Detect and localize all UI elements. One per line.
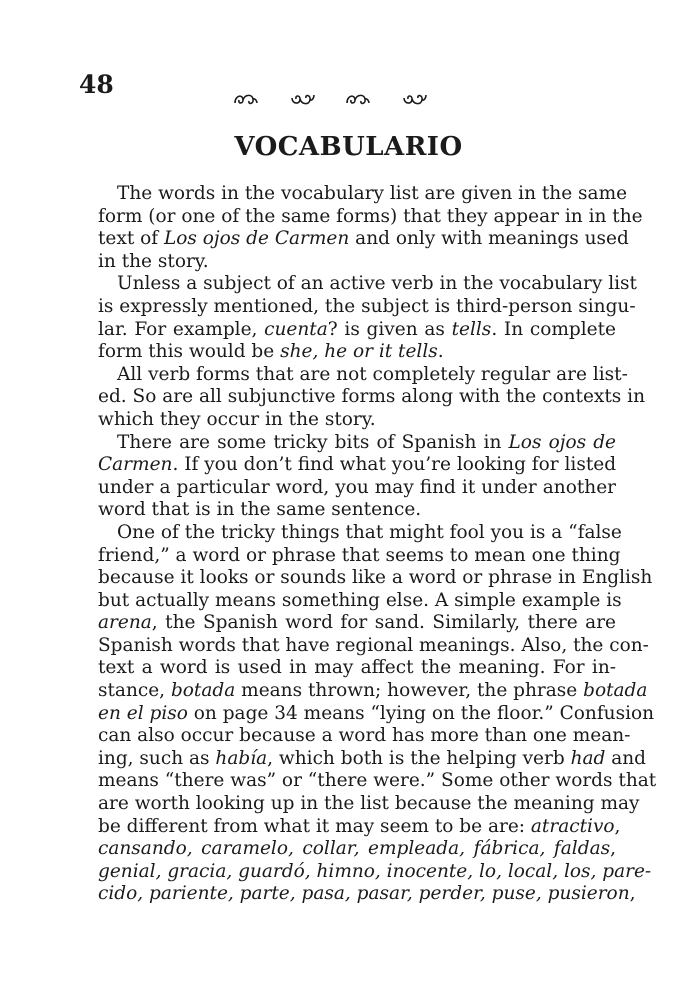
italic-term: arena <box>98 612 152 634</box>
text-line: text of Los ojos de Carmen and only with meanings used <box>98 228 629 250</box>
text-line: form this would be she, he or it tells. <box>98 341 444 363</box>
body-paragraph <box>79 521 657 906</box>
text-line: form (or one of the same forms) that they appear in in the <box>98 205 643 227</box>
italic-term: she, he or it tells <box>280 341 438 363</box>
italic-term: botada <box>583 680 648 702</box>
text-line: in the story. <box>98 250 209 272</box>
italic-term: atractivo <box>530 815 615 837</box>
body-paragraph <box>79 273 637 363</box>
italic-term: cido, pariente, parte, pasa, pasar, perder, puse, pusieron <box>98 883 630 905</box>
italic-term: botada <box>170 680 236 702</box>
text-line: cansando, caramelo, collar, empleada, fábrica, faldas, <box>98 838 616 860</box>
italic-term: tells <box>451 318 492 340</box>
italic-term: cansando, caramelo, collar, empleada, fábrica, faldas <box>98 838 611 860</box>
text-line: be different from what it may seem to be are: atractivo, <box>98 815 621 837</box>
text-line: lar. For example, cuenta? is given as tells. In complete <box>98 318 616 340</box>
body-paragraph <box>79 432 616 522</box>
text-line: en el piso on page 34 means “lying on the floor.” Confusion <box>98 702 655 724</box>
text-line: Carmen. If you don’t find what you’re looking for listed <box>98 454 617 476</box>
ornament-row <box>232 84 432 114</box>
text-line: All verb forms that are not completely regular are list- <box>117 363 628 385</box>
text-line: ed. So are all subjunctive forms along with the contexts in <box>98 386 645 408</box>
scroll-ornament-icon <box>344 90 372 108</box>
scroll-ornament-icon <box>288 90 316 108</box>
scroll-ornament-icon <box>400 90 428 108</box>
body-paragraph <box>79 183 643 273</box>
text-line: friend,” a word or phrase that seems to mean one thing <box>98 544 621 566</box>
italic-term: Los ojos de <box>508 431 616 453</box>
text-line: Spanish words that have regional meanings. Also, the con- <box>98 634 649 656</box>
text-line: is expressly mentioned, the subject is third-person singu- <box>98 295 636 317</box>
text-line: Unless a subject of an active verb in the vocabulary list <box>117 273 637 295</box>
text-line: One of the tricky things that might fool you is a “false <box>117 521 622 543</box>
text-line: stance, botada means thrown; however, the phrase botada <box>98 680 648 702</box>
text-line: are worth looking up in the list because the meaning may <box>98 793 640 815</box>
text-line: The words in the vocabulary list are given in the same <box>117 183 628 204</box>
italic-term: Carmen <box>98 454 173 476</box>
text-line: but actually means something else. A simple example is <box>98 589 622 611</box>
italic-term: had <box>570 747 606 769</box>
text-line: under a particular word, you may find it under another <box>98 476 616 498</box>
italic-term: Los ojos de Carmen <box>164 228 350 250</box>
italic-term: cuenta <box>264 318 328 340</box>
text-line <box>79 860 652 884</box>
italic-term: genial, gracia, guardó, himno, inocente, lo, local, los, pare- <box>98 860 652 882</box>
section-heading: VOCABULARIO <box>234 132 463 162</box>
page-number: 48 <box>79 70 114 99</box>
italic-term: había <box>215 747 268 769</box>
italic-term: en el piso <box>98 702 188 724</box>
text-line: text a word is used in may affect the meaning. For in- <box>98 657 616 679</box>
body-paragraph <box>79 363 645 432</box>
scroll-ornament-icon <box>232 90 260 108</box>
body-text <box>79 183 657 906</box>
text-line: can also occur because a word has more than one mean- <box>98 725 631 747</box>
text-line: cido, pariente, parte, pasa, pasar, perder, puse, pusieron, <box>98 883 636 905</box>
text-line: There are some tricky bits of Spanish in Los ojos de <box>117 431 616 453</box>
text-line: word that is in the same sentence. <box>98 499 422 521</box>
text-line: ing, such as había, which both is the helping verb had and <box>98 747 647 769</box>
text-line: arena, the Spanish word for sand. Similarly, there are <box>98 612 616 634</box>
text-line: means “there was” or “there were.” Some other words that <box>98 770 657 792</box>
text-line: which they occur in the story. <box>98 408 376 430</box>
text-line: because it looks or sounds like a word or phrase in English <box>98 567 653 589</box>
